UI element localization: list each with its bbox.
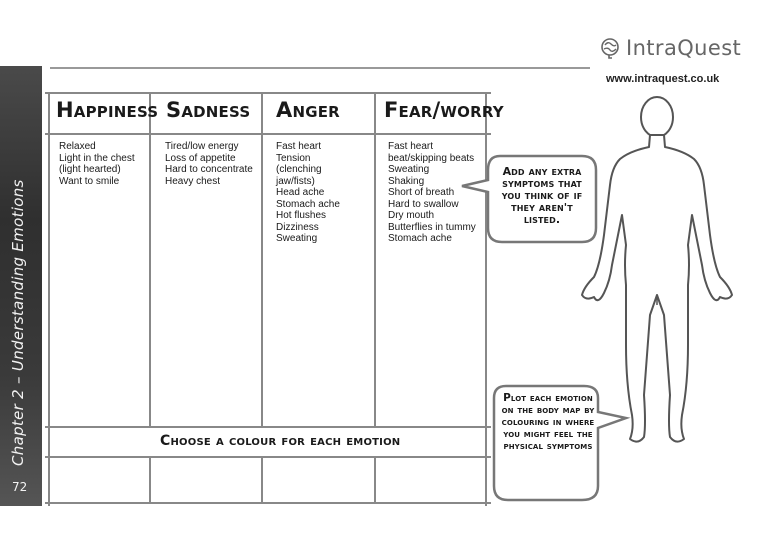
- symptom-item: Short of breath: [388, 187, 455, 198]
- chapter-title: Chapter 2 – Understanding Emotions: [9, 179, 27, 466]
- symptom-item: Fast heart beat/skipping beats: [388, 141, 475, 164]
- brand-name: IntraQuest: [626, 36, 742, 60]
- symptom-item: Hard to concentrate: [165, 164, 253, 175]
- brand-url[interactable]: www.intraquest.co.uk: [606, 73, 720, 85]
- colour-row-label: Choose a colour for each emotion: [160, 433, 401, 449]
- symptom-item: Loss of appetite: [165, 152, 236, 164]
- symptom-item: Dry mouth: [388, 210, 435, 221]
- page-number: 72: [12, 480, 28, 494]
- symptom-item: Sweating: [276, 233, 318, 244]
- heading-anger: Anger: [276, 98, 340, 122]
- plot-emotion-callout: Plot each emotion on the body map by colouring in where you might feel the physical symptoms: [501, 392, 595, 452]
- heading-sadness: Sadness: [166, 98, 251, 122]
- symptom-item: Tired/low energy: [165, 141, 239, 152]
- heading-happiness: Happiness: [56, 98, 159, 122]
- symptom-item: Want to smile: [59, 175, 120, 187]
- symptom-item: Relaxed: [59, 141, 96, 152]
- symptom-item: Heavy chest: [165, 175, 221, 187]
- symptom-item: Butterflies in tummy: [388, 221, 476, 233]
- symptom-item: Dizziness: [276, 221, 319, 233]
- symptom-item: Stomach ache: [388, 233, 452, 244]
- extra-symptoms-callout: Add any extra symptoms that you think of if they aren't listed.: [501, 165, 583, 226]
- symptom-item: Hot flushes: [276, 210, 327, 221]
- heading-fear-worry: Fear/worry: [384, 98, 504, 122]
- symptom-item: Light in the chest (light hearted): [59, 152, 135, 175]
- symptom-item: Stomach ache: [276, 198, 340, 210]
- symptom-item: Head ache: [276, 187, 325, 198]
- symptom-item: Sweating: [388, 164, 430, 175]
- symptom-item: Fast heart: [276, 141, 322, 152]
- symptom-item: Hard to swallow: [388, 198, 459, 210]
- symptom-item: Tension (clenching jaw/fists): [276, 152, 322, 187]
- human-body-outline: [574, 95, 740, 455]
- symptom-item: Shaking: [388, 175, 425, 187]
